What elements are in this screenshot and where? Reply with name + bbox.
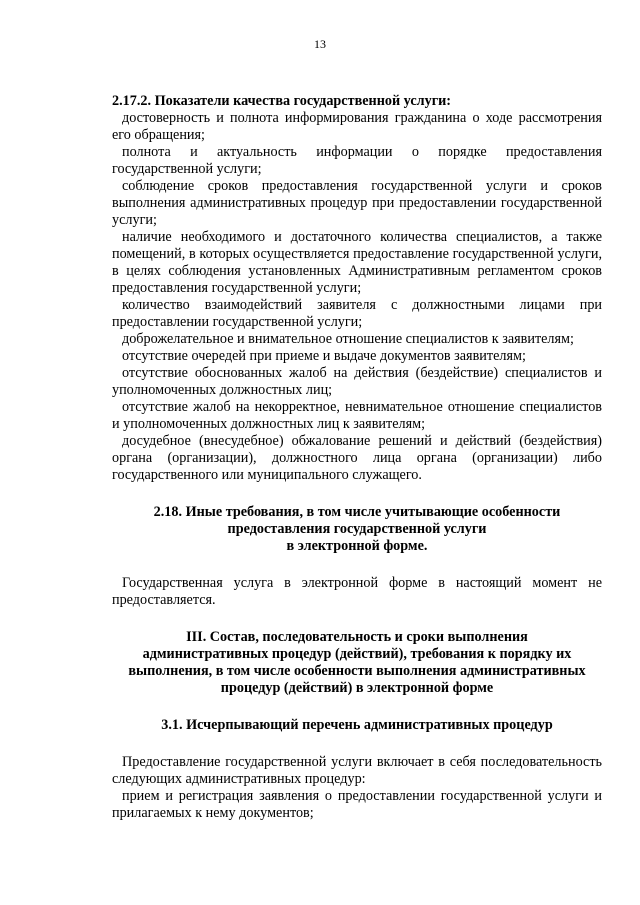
section-2-18-heading-line-3: в электронной форме.	[286, 538, 428, 554]
list-item: доброжелательное и внимательное отношение специалистов к заявителям;	[122, 331, 574, 347]
section-3-1-heading: 3.1. Исчерпывающий перечень административных процедур	[161, 717, 553, 733]
spacer	[112, 484, 602, 504]
spacer	[112, 697, 602, 717]
spacer	[112, 734, 602, 754]
list-item: наличие необходимого и достаточного количества специалистов, а также помещений, в которых осуществляется предоставление государственной услуги, в целях соблюдения установленных Административным регламентом сроков предоставления государственной услуги;	[112, 229, 602, 296]
section-2-18-heading-line-2: предоставления государственной услуги	[227, 521, 487, 537]
section-2-18-heading-line-1: 2.18. Иные требования, в том числе учитывающие особенности	[153, 504, 561, 520]
section-2-18-text: Государственная услуга в электронной форме в настоящий момент не предоставляется.	[112, 575, 602, 608]
spacer	[112, 555, 602, 575]
section-3-heading-line-2: административных процедур (действий), требования к порядку их	[142, 646, 572, 662]
spacer	[112, 609, 602, 629]
list-item: количество взаимодействий заявителя с должностными лицами при предоставлении государственной услуги;	[112, 297, 602, 330]
list-item: соблюдение сроков предоставления государственной услуги и сроков выполнения административных процедур при предоставлении государственной услуги;	[112, 178, 602, 228]
page-number: 13	[314, 37, 326, 51]
list-item: отсутствие жалоб на некорректное, невнимательное отношение специалистов и уполномоченных должностных лиц к заявителям;	[112, 399, 602, 432]
list-item: достоверность и полнота информирования гражданина о ходе рассмотрения его обращения;	[112, 110, 602, 143]
section-3-1-intro: Предоставление государственной услуги включает в себя последовательность следующих административных процедур:	[112, 754, 602, 787]
list-item: отсутствие очередей при приеме и выдаче документов заявителям;	[122, 348, 526, 364]
list-item: досудебное (внесудебное) обжалование решений и действий (бездействия) органа (организации), должностного лица органа (организации) либо государственного или муниципального служащего.	[112, 433, 602, 483]
list-item: отсутствие обоснованных жалоб на действия (бездействие) специалистов и уполномоченных должностных лиц;	[112, 365, 602, 398]
document-body	[112, 93, 602, 822]
section-3-heading-line-1: III. Состав, последовательность и сроки выполнения	[186, 629, 528, 645]
section-3-heading-line-3: выполнения, в том числе особенности выполнения административных	[128, 663, 586, 679]
section-2-17-2-heading: 2.17.2. Показатели качества государственной услуги:	[112, 93, 452, 109]
section-3-heading-line-4: процедур (действий) в электронной форме	[220, 680, 494, 696]
list-item: прием и регистрация заявления о предоставлении государственной услуги и прилагаемых к нему документов;	[112, 788, 602, 821]
list-item: полнота и актуальность информации о порядке предоставления государственной услуги;	[112, 144, 602, 177]
